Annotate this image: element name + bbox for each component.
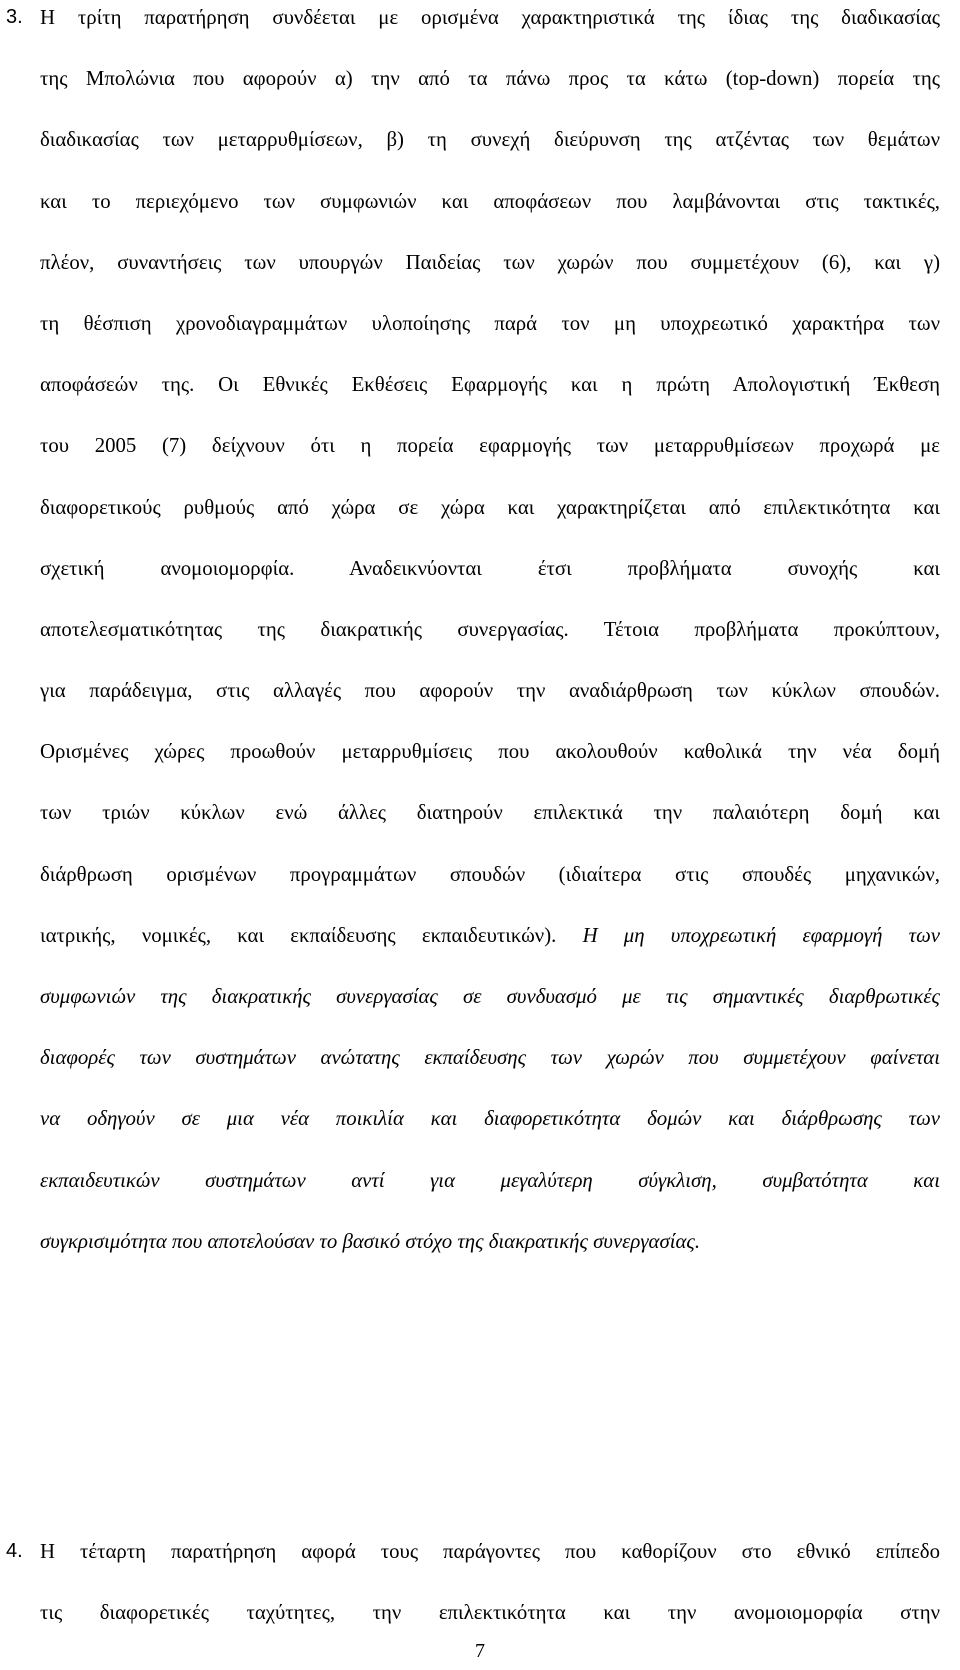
text-run: για παράδειγμα, στις αλλαγές που αφορούν την αναδιάρθρωση των κύκλων σπουδών. xyxy=(40,679,940,703)
italic-run: συμφωνιών της διακρατικής συνεργασίας σε συνδυασμό με τις σημαντικές διαρθρωτικές xyxy=(40,985,940,1008)
text-run: διαφορετικούς ρυθμούς από χώρα σε χώρα και χαρακτηρίζεται από επιλεκτικότητα και xyxy=(40,495,940,519)
italic-run: εκπαιδευτικών συστημάτων αντί για μεγαλύτερη σύγκλιση, συμβατότητα και xyxy=(40,1168,940,1192)
text-run: και το περιεχόμενο των συμφωνιών και αποφάσεων που λαμβάνονται στις τακτικές, xyxy=(40,189,940,213)
text-line xyxy=(40,920,940,981)
italic-run: Η μη υποχρεωτική εφαρμογή των xyxy=(582,923,940,947)
text-run: τη θέσπιση χρονοδιαγραμμάτων υλοποίησης παρά τον μη υποχρεωτικό χαρακτήρα των xyxy=(40,311,940,335)
text-line xyxy=(40,430,940,491)
text-line xyxy=(40,1226,940,1287)
text-run: αποτελεσματικότητας της διακρατικής συνεργασίας. Τέτοια προβλήματα προκύπτουν, xyxy=(40,617,940,641)
text-run: σχετική ανομοιομορφία. Αναδεικνύονται έτσι προβλήματα συνοχής και xyxy=(40,556,940,580)
italic-run: διαφορές των συστημάτων ανώτατης εκπαίδευσης των χωρών που συμμετέχουν φαίνεται xyxy=(40,1046,940,1070)
italic-run: να οδηγούν σε μια νέα ποικιλία και διαφορετικότητα δομών και διάρθρωσης των xyxy=(40,1107,940,1131)
text-line xyxy=(40,675,940,736)
text-line xyxy=(40,124,940,185)
text-run: πλέον, συναντήσεις των υπουργών Παιδείας των χωρών που συμμετέχουν (6), και γ) xyxy=(40,250,940,274)
text-run: Ορισμένες χώρες προωθούν μεταρρυθμίσεις που ακολουθούν καθολικά την νέα δομή xyxy=(40,740,940,764)
text-run: διαδικασίας των μεταρρυθμίσεων, β) τη συνεχή διεύρυνση της ατζέντας των θεμάτων xyxy=(40,128,940,152)
text-run: Η τρίτη παρατήρηση συνδέεται με ορισμένα χαρακτηριστικά της ίδιας της διαδικασίας xyxy=(40,6,940,29)
text-run: Η τέταρτη παρατήρηση αφορά τους παράγοντες που καθορίζουν στο εθνικό επίπεδο xyxy=(40,1540,940,1563)
text-line xyxy=(40,981,940,1042)
text-line xyxy=(40,492,940,553)
italic-run: συγκρισιμότητα που αποτελούσαν το βασικό στόχο της διακρατικής συνεργασίας. xyxy=(40,1229,701,1253)
text-run: αποφάσεών της. Οι Εθνικές Εκθέσεις Εφαρμογής και η πρώτη Απολογιστική Έκθεση xyxy=(40,373,940,397)
text-run: ιατρικής, νομικές, και εκπαίδευσης εκπαιδευτικών). xyxy=(40,923,583,947)
item-number: 3. xyxy=(6,6,23,28)
text-run: της Μπολώνια που αφορούν α) την από τα πάνω προς τα κάτω (top-down) πορεία της xyxy=(40,67,940,91)
text-line xyxy=(40,308,940,369)
item-number: 4. xyxy=(6,1540,23,1562)
page-number: 7 xyxy=(475,1640,485,1662)
text-run: διάρθρωση ορισμένων προγραμμάτων σπουδών (ιδιαίτερα στις σπουδές μηχανικών, xyxy=(40,862,940,886)
text-line xyxy=(40,1536,940,1597)
text-line xyxy=(40,369,940,430)
paragraph-lines xyxy=(40,2,940,1287)
text-line xyxy=(40,247,940,308)
text-line xyxy=(40,1042,940,1103)
text-line xyxy=(40,1165,940,1226)
text-line xyxy=(40,614,940,675)
text-run: τις διαφορετικές ταχύτητες, την επιλεκτικότητα και την ανομοιομορφία στην xyxy=(40,1601,940,1625)
text-line xyxy=(40,1103,940,1164)
text-run: του 2005 (7) δείχνουν ότι η πορεία εφαρμογής των μεταρρυθμίσεων προχωρά με xyxy=(40,434,940,458)
text-line xyxy=(40,186,940,247)
text-line xyxy=(40,859,940,920)
text-line xyxy=(40,797,940,858)
text-line xyxy=(40,553,940,614)
text-line xyxy=(40,2,940,63)
text-line xyxy=(40,736,940,797)
text-line xyxy=(40,63,940,124)
text-run: των τριών κύκλων ενώ άλλες διατηρούν επιλεκτικά την παλαιότερη δομή και xyxy=(40,801,940,825)
